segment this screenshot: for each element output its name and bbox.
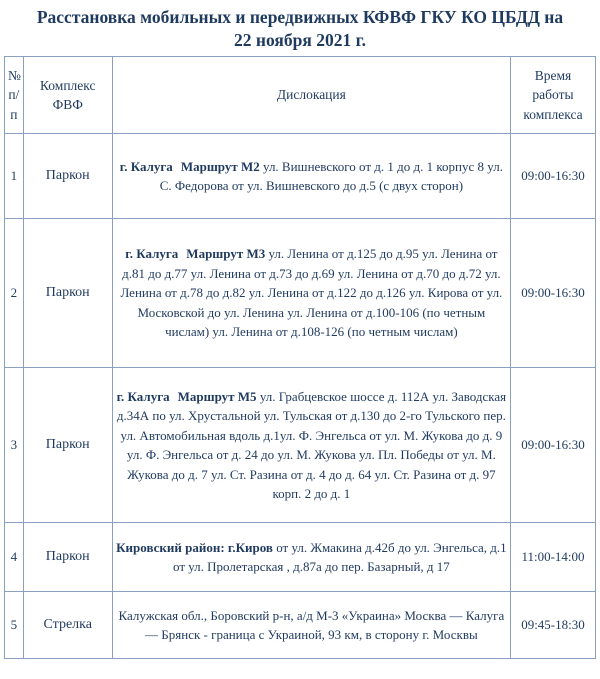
row-location [112,592,510,659]
row-complex: Паркон [23,523,112,592]
row-time: 09:00-16:30 [510,219,595,368]
row-location [112,134,510,219]
location-city: Кировский район: г.Киров [116,539,273,555]
location-route: Маршрут М5 [177,388,257,404]
location-text: ул. Ленина от д.125 до д.95 ул. Ленина от д.81 до д.77 ул. Ленина от д.73 до д.69 ул. Ленина от д.70 до д.72 ул. Ленина от д.78 до д.82 ул. Ленина от д.122 до д.126 ул. Кирова от ул. Московской до ул. Ленина ул. Ленина от д.100-106 (по четным числам) ул. Ленина от д.108-126 (по четным числам) [120,246,503,340]
table-row [5,134,596,219]
location-text: ул. Вишневского от д. 1 до д. 1 корпус 8 ул. С. Федорова от ул. Вишневского до д.5 (с двух сторон) [159,158,503,193]
row-num: 4 [5,523,24,592]
row-num: 1 [5,134,24,219]
location-city: г. Калуга [119,158,173,174]
page-title-line-2: 22 ноября 2021 г. [234,30,366,50]
row-location [112,523,510,592]
row-num: 3 [5,368,24,523]
table-row [5,592,596,659]
row-complex: Стрелка [23,592,112,659]
row-complex: Паркон [23,134,112,219]
table-row [5,368,596,523]
page-title [4,6,596,52]
header-num: № п/ п [5,57,24,134]
row-complex: Паркон [23,368,112,523]
page-title-line-1: Расстановка мобильных и передвижных КФВФ ГКУ КО ЦБДД на [36,7,564,27]
row-time: 09:00-16:30 [510,134,595,219]
location-text: Калужская обл., Боровский р-н, а/д М-3 «Украина» Москва — Калуга — Брянск - граница с Украиной, 93 км, в сторону г. Москвы [118,607,505,642]
location-text: от ул. Жмакина д.42б до ул. Энгельса, д.1 от ул. Пролетарская , д.87а до пер. Базарный, д 17 [172,539,507,574]
location-route: Маршрут М3 [186,246,266,262]
row-time: 11:00-14:00 [510,523,595,592]
header-location: Дислокация [112,57,510,134]
row-num: 2 [5,219,24,368]
row-time: 09:45-18:30 [510,592,595,659]
header-time: Время работы комплекса [510,57,595,134]
location-city: г. Калуга [116,388,170,404]
table-header-row [5,57,596,134]
table-row [5,219,596,368]
schedule-table [4,56,596,659]
row-num: 5 [5,592,24,659]
row-time: 09:00-16:30 [510,368,595,523]
location-route: Маршрут М2 [180,158,260,174]
row-location [112,219,510,368]
location-city: г. Калуга [125,246,179,262]
row-location [112,368,510,523]
row-complex: Паркон [23,219,112,368]
location-text: ул. Грабцевское шоссе д. 112А ул. Заводская д.34А по ул. Хрустальной ул. Тульская от д.130 до 2-го Тульского пер. ул. Автомобильная вдоль д.1ул. Ф. Энгельса от ул. М. Жукова до д. 9 ул. Ф. Энгельса от д. 24 до ул. М. Жукова ул. Пл. Победы от ул. М. Жукова до д. 7 ул. Ст. Разина от д. 4 до д. 64 ул. Ст. Разина от д. 97 корп. 2 до д. 1 [116,388,507,501]
table-row [5,523,596,592]
header-complex: Комплекс ФВФ [23,57,112,134]
